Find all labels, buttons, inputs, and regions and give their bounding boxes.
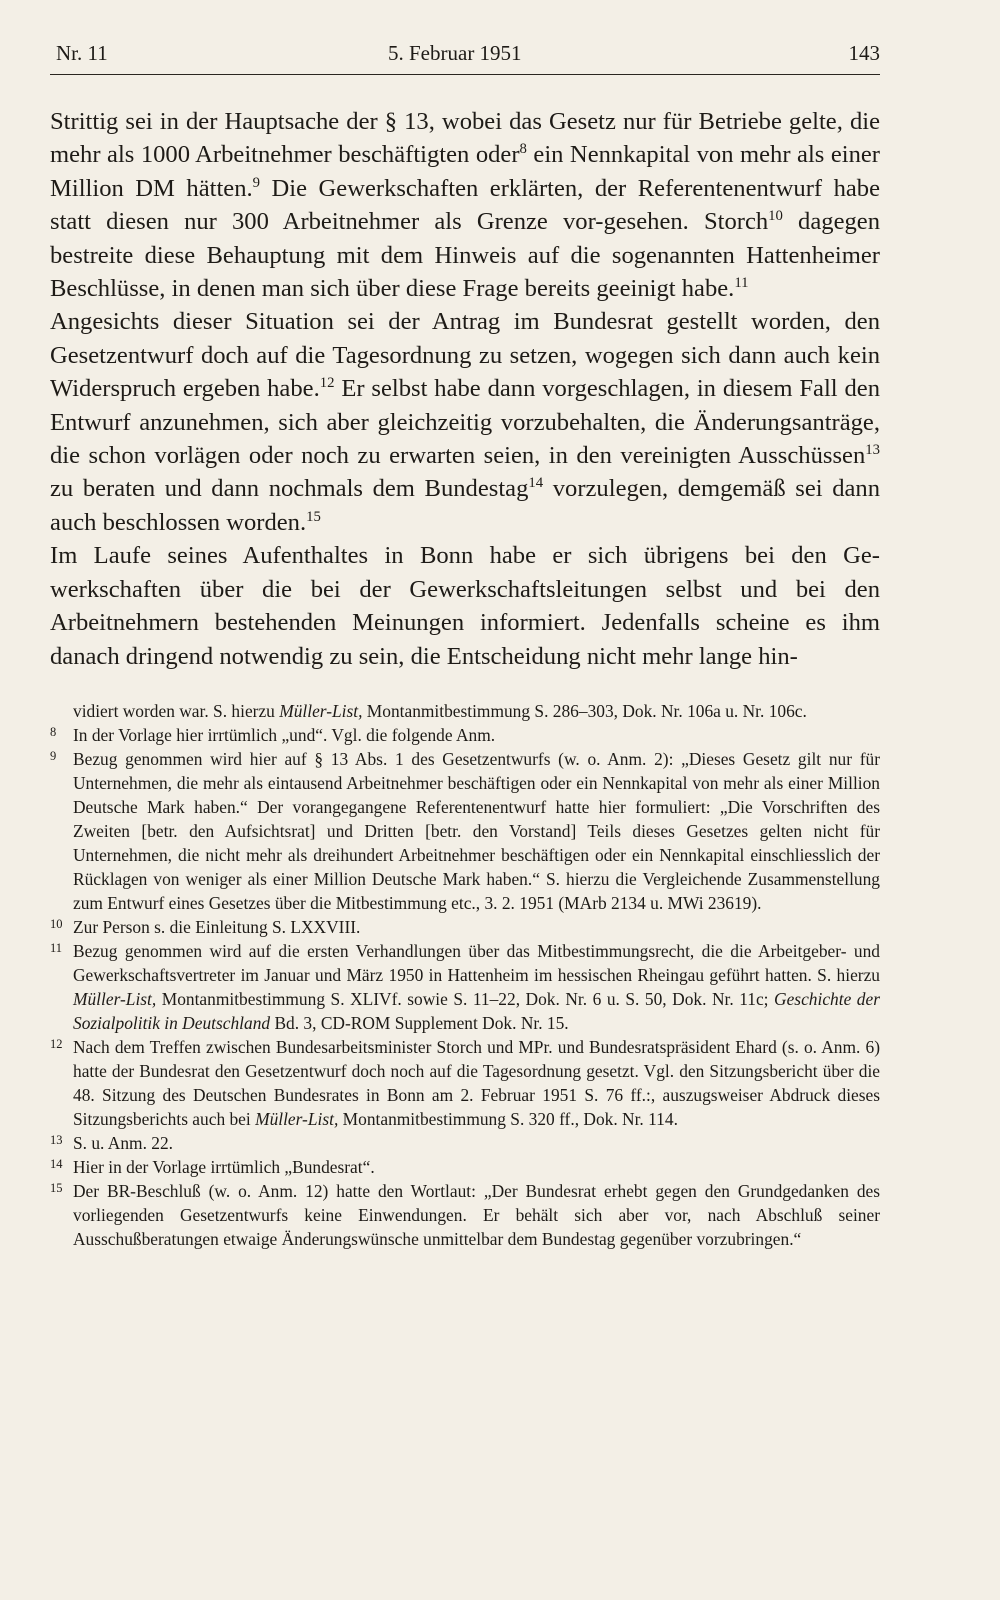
text-span: vorzulegen, demgemäß sei dann auch beschlossen worden. (50, 475, 880, 536)
footnote-number: 13 (50, 1132, 63, 1147)
text-span: Montanmitbestimmung S. 320 ff., Dok. Nr. 114. (338, 1108, 678, 1129)
paragraph-1 (50, 105, 880, 305)
footnote-11 (50, 939, 880, 1035)
footnote-ref-11: 11 (734, 274, 749, 291)
author-italic: Müller-List, (279, 700, 363, 721)
text-span: Montanmitbestimmung S. XLIVf. sowie S. 11–22, Dok. Nr. 6 u. S. 50, Dok. Nr. 11c; (156, 988, 775, 1009)
footnote-text: Hier in der Vorlage irrtümlich „Bundesrat“. (73, 1156, 375, 1177)
text-span: Bd. 3, CD-ROM Supplement Dok. Nr. 15. (270, 1012, 569, 1033)
author-italic: Müller-List, (255, 1108, 339, 1129)
text-span: Die Gewerkschaften erklärten, der Referentenentwurf habe statt diesen nur 300 Arbeitnehmer als Grenze vor-gesehen. Storch (50, 174, 880, 236)
text-span: Nach dem Treffen zwischen Bundesarbeitsminister Storch und MPr. und Bundesratspräsident Ehard (s. o. Anm. 6) hatte der Bundesrat den Gesetzentwurf doch noch auf die Tagesordnung gesetzt. Vgl. den Sitzungsbericht über die 48. Sitzung des Deutschen Bundesrates in Bonn am 2. Februar 1951 S. 76 ff.:, auszugsweiser Abdruck dieses Sitzungsberichts auch bei (73, 1036, 880, 1129)
text-span: Strittig sei in der Hauptsache der § 13, wobei das Gesetz nur für Betriebe gelte, die mehr als 1000 Arbeitnehmer beschäftigten oder (50, 108, 880, 169)
paragraph-2 (50, 305, 880, 539)
footnote-text: In der Vorlage hier irrtümlich „und“. Vgl. die folgende Anm. (73, 724, 496, 745)
text-span: Bezug genommen wird auf die ersten Verhandlungen über das Mitbestimmungsrecht, die die Arbeitgeber- und Gewerkschaftsvertreter im Januar und März 1950 in Hattenheim im hessischen Rheingau geführt hatten. S. hierzu (73, 940, 880, 985)
footnote-ref-14: 14 (528, 475, 544, 492)
footnote-ref-10: 10 (768, 208, 783, 225)
title-italic: Geschichte der Sozialpolitik in Deutschland (73, 988, 880, 1033)
book-page (50, 36, 880, 1251)
document-number: Nr. 11 (56, 41, 108, 65)
footnote-12 (50, 1035, 880, 1131)
footnote-number: 15 (50, 1180, 63, 1195)
footnote-ref-13: 13 (865, 441, 880, 458)
footnote-13 (50, 1131, 880, 1155)
text-span: zu beraten und dann nochmals dem Bundestag (50, 475, 529, 503)
footnote-number: 8 (50, 724, 57, 739)
footnote-number: 14 (50, 1156, 63, 1171)
text-span: ein Nennkapital von mehr als einer Million DM hätten. (50, 141, 880, 202)
main-text (50, 105, 880, 673)
footnote-9 (50, 747, 880, 915)
footnote-8 (50, 723, 880, 747)
footnote-text: Bezug genommen wird hier auf § 13 Abs. 1 des Gesetzentwurfs (w. o. Anm. 2): „Dieses Gesetz gilt nur für Unternehmen, die mehr als eintausend Arbeitnehmer beschäftigen oder ein Nennkapital von mehr als einer Million Deutsche Mark haben.“ Der vorangegangene Referentenentwurf hatte hier formuliert: „Die Vorschriften des Zweiten [betr. den Aufsichtsrat] und Dritten [betr. den Vorstand] Teils dieses Gesetzes gelten nicht für Unternehmen, die nicht mehr als dreihundert Arbeitnehmer beschäftigen oder ein Nennkapital einschliesslich der Rücklagen von weniger als einer Million Deutsche Mark haben.“ S. hierzu die Vergleichende Zusammenstellung zum Entwurf eines Gesetzes über die Mitbestimmung etc., 3. 2. 1951 (MArb 2134 u. MWi 23619). (73, 748, 880, 913)
footnote-number: 9 (50, 748, 57, 763)
text-span: vidiert worden war. S. hierzu (73, 700, 280, 721)
footnote-text: Zur Person s. die Einleitung S. LXXVIII. (73, 916, 361, 937)
text-span: Er selbst habe dann vorgeschlagen, in diesem Fall den Entwurf anzunehmen, sich aber gleichzeitig vorzubehalten, die Änderungsanträge, die schon vorlägen oder noch zu erwarten seien, in den vereinigten Ausschüssen (50, 375, 880, 470)
text-span: Montanmitbestimmung S. 286–303, Dok. Nr. 106a u. Nr. 106c. (362, 700, 807, 721)
page-number: 143 (848, 41, 880, 65)
header-rule (50, 74, 880, 75)
footnote-text: Der BR-Beschluß (w. o. Anm. 12) hatte den Wortlaut: „Der Bundesrat erhebt gegen den Grundgedanken des vorliegenden Gesetzentwurfs keine Einwendungen. Er behält sich aber vor, nach Abschluß seiner Ausschußberatungen etwaige Änderungswünsche unmittelbar dem Bundestag gegenüber vorzubringen.“ (73, 1180, 880, 1249)
footnote-number: 10 (50, 916, 63, 931)
footnote-ref-12: 12 (319, 375, 335, 392)
header-date: 5. Februar 1951 (388, 41, 522, 65)
footnote-continuation (50, 699, 880, 723)
footnote-number: 12 (50, 1036, 63, 1051)
paragraph-3: Im Laufe seines Aufenthaltes in Bonn habe er sich übrigens bei den Gewerkschaften über die bei der Gewerkschaftsleitungen selbst und bei den Arbeitnehmern bestehenden Meinungen informiert. Jedenfalls scheine es ihm danach dringend notwendig zu sein, die Entscheidung nicht mehr lange hin- (50, 542, 880, 670)
footnote-text: S. u. Anm. 22. (73, 1132, 174, 1153)
footnote-14 (50, 1155, 880, 1179)
footnote-ref-15: 15 (306, 508, 321, 525)
footnote-number: 11 (50, 940, 63, 955)
footnote-10 (50, 915, 880, 939)
author-italic: Müller-List, (73, 988, 157, 1009)
footnote-ref-9: 9 (252, 174, 261, 191)
text-span: Angesichts dieser Situation sei der Antrag im Bundesrat gestellt worden, den Gesetzentwurf doch auf die Tagesordnung zu setzen, wogegen sich dann auch kein Widerspruch ergeben habe. (50, 308, 880, 403)
footnotes (50, 699, 880, 1251)
footnote-15 (50, 1179, 880, 1251)
footnote-ref-8: 8 (519, 141, 527, 158)
running-head (50, 36, 880, 70)
text-span: dagegen bestreite diese Behauptung mit dem Hinweis auf die sogenannten Hattenheimer Beschlüsse, in denen man sich über diese Frage bereits geeinigt habe. (50, 208, 880, 303)
